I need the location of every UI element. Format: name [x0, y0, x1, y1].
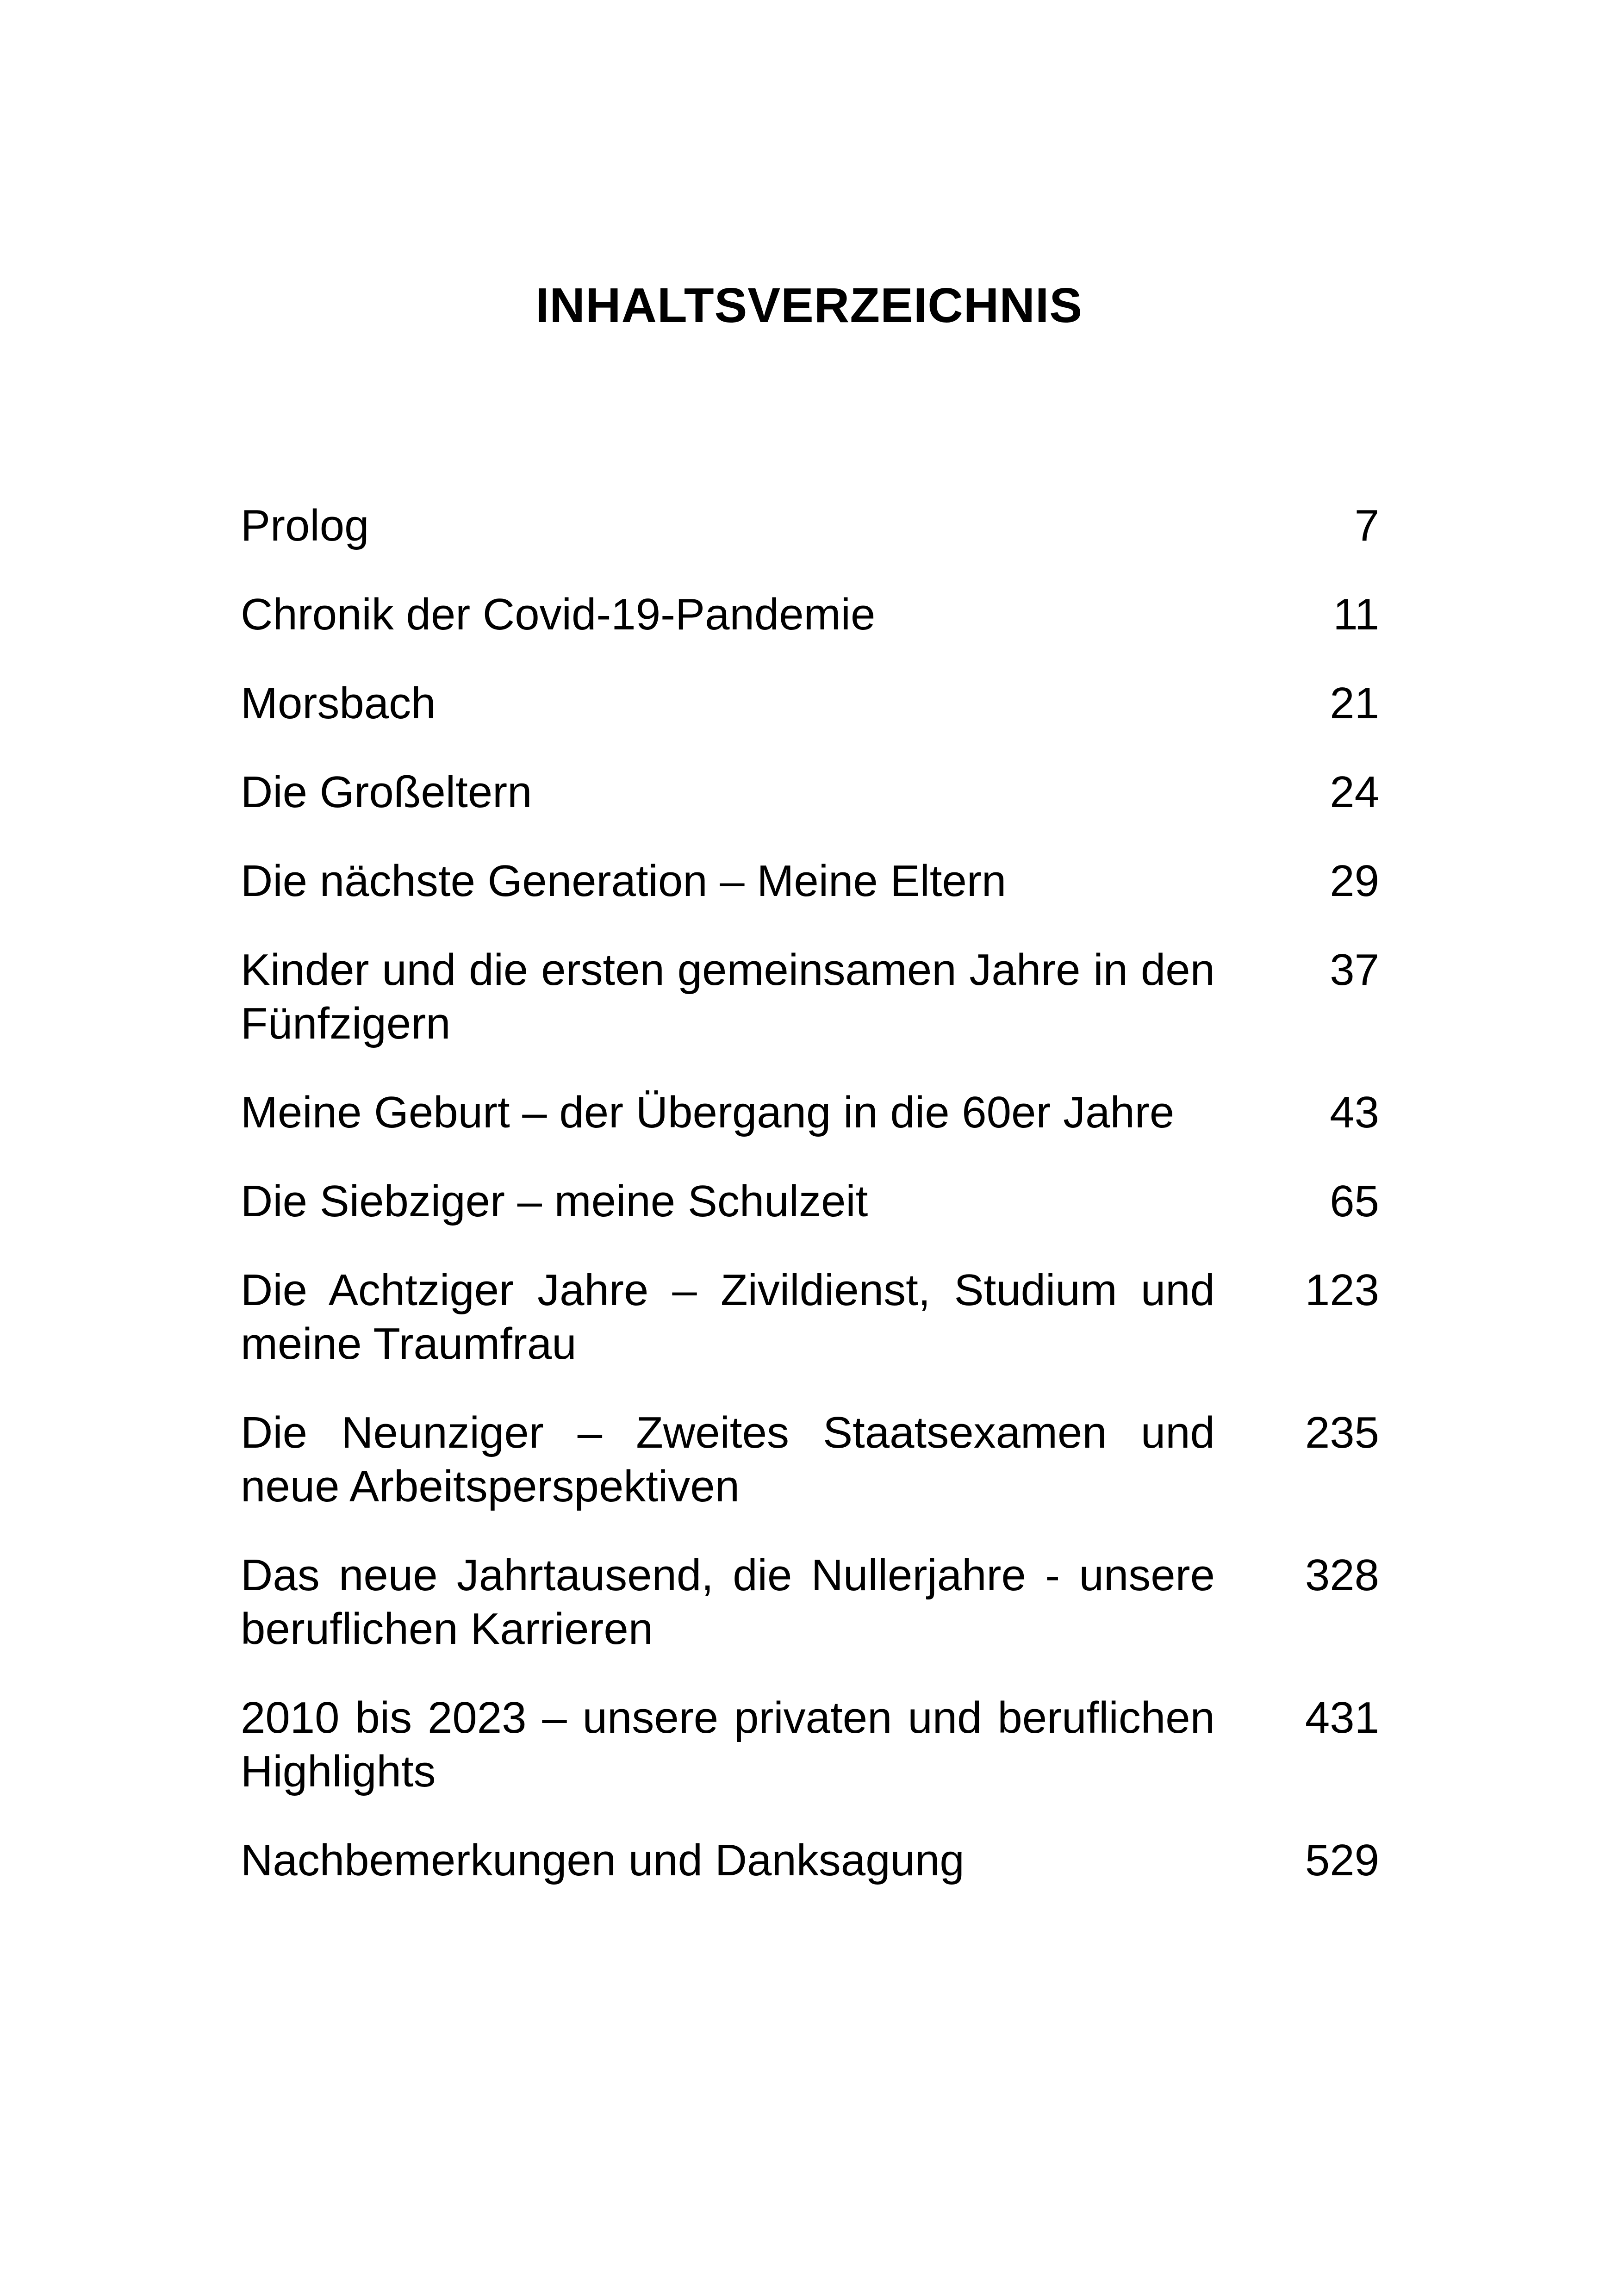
toc-entry-title: Meine Geburt – der Übergang in die 60er Jahre	[241, 1088, 1175, 1137]
toc-entry-page: 65	[1330, 1176, 1379, 1226]
toc-entry-title: Die Siebziger – meine Schulzeit	[241, 1176, 868, 1226]
toc-entry	[241, 1691, 1379, 1798]
toc-entry	[241, 588, 1379, 641]
toc-entry-page: 21	[1330, 678, 1379, 728]
toc-entry-page: 29	[1330, 856, 1379, 906]
toc-entry-title: 2010 bis 2023 – unsere privaten und beruflichen Highlights	[241, 1693, 1215, 1796]
toc-entry-page: 24	[1330, 767, 1379, 817]
toc-entry-title: Die nächste Generation – Meine Eltern	[241, 856, 1007, 906]
toc-entry	[241, 499, 1379, 553]
toc-entry-page: 37	[1330, 945, 1379, 995]
toc-entry-title: Nachbemerkungen und Danksagung	[241, 1836, 965, 1885]
toc-entry	[241, 1086, 1379, 1139]
toc-entry	[241, 1549, 1379, 1656]
toc-entry-page: 529	[1305, 1836, 1379, 1885]
page-title: INHALTSVERZEICHNIS	[535, 278, 1083, 333]
toc-entry-page: 7	[1354, 501, 1379, 550]
table-of-contents	[241, 499, 1379, 1923]
toc-entry	[241, 1834, 1379, 1887]
toc-entry-page: 235	[1305, 1408, 1379, 1457]
toc-entry-title: Chronik der Covid-19-Pandemie	[241, 590, 876, 639]
toc-entry-title: Kinder und die ersten gemeinsamen Jahre in den Fünfzigern	[241, 945, 1215, 1048]
toc-entry	[241, 765, 1379, 819]
toc-entry	[241, 677, 1379, 730]
toc-entry-title: Die Achtziger Jahre – Zivildienst, Studium und meine Traumfrau	[241, 1265, 1215, 1369]
toc-entry	[241, 943, 1379, 1051]
toc-entry-page: 328	[1305, 1550, 1379, 1600]
toc-entry	[241, 1263, 1379, 1371]
toc-entry-title: Die Großeltern	[241, 767, 532, 817]
toc-entry-title: Prolog	[241, 501, 369, 550]
toc-entry-page: 123	[1305, 1265, 1379, 1315]
toc-entry-title: Die Neunziger – Zweites Staatsexamen und neue Arbeitsperspektiven	[241, 1408, 1215, 1511]
toc-entry-title: Morsbach	[241, 678, 436, 728]
toc-entry	[241, 1406, 1379, 1513]
toc-entry-page: 431	[1305, 1693, 1379, 1742]
toc-entry-page: 43	[1330, 1088, 1379, 1137]
toc-entry	[241, 1175, 1379, 1228]
toc-entry-title: Das neue Jahrtausend, die Nullerjahre - unsere beruflichen Karrieren	[241, 1550, 1215, 1654]
toc-entry-page: 11	[1333, 590, 1379, 639]
toc-entry	[241, 854, 1379, 908]
